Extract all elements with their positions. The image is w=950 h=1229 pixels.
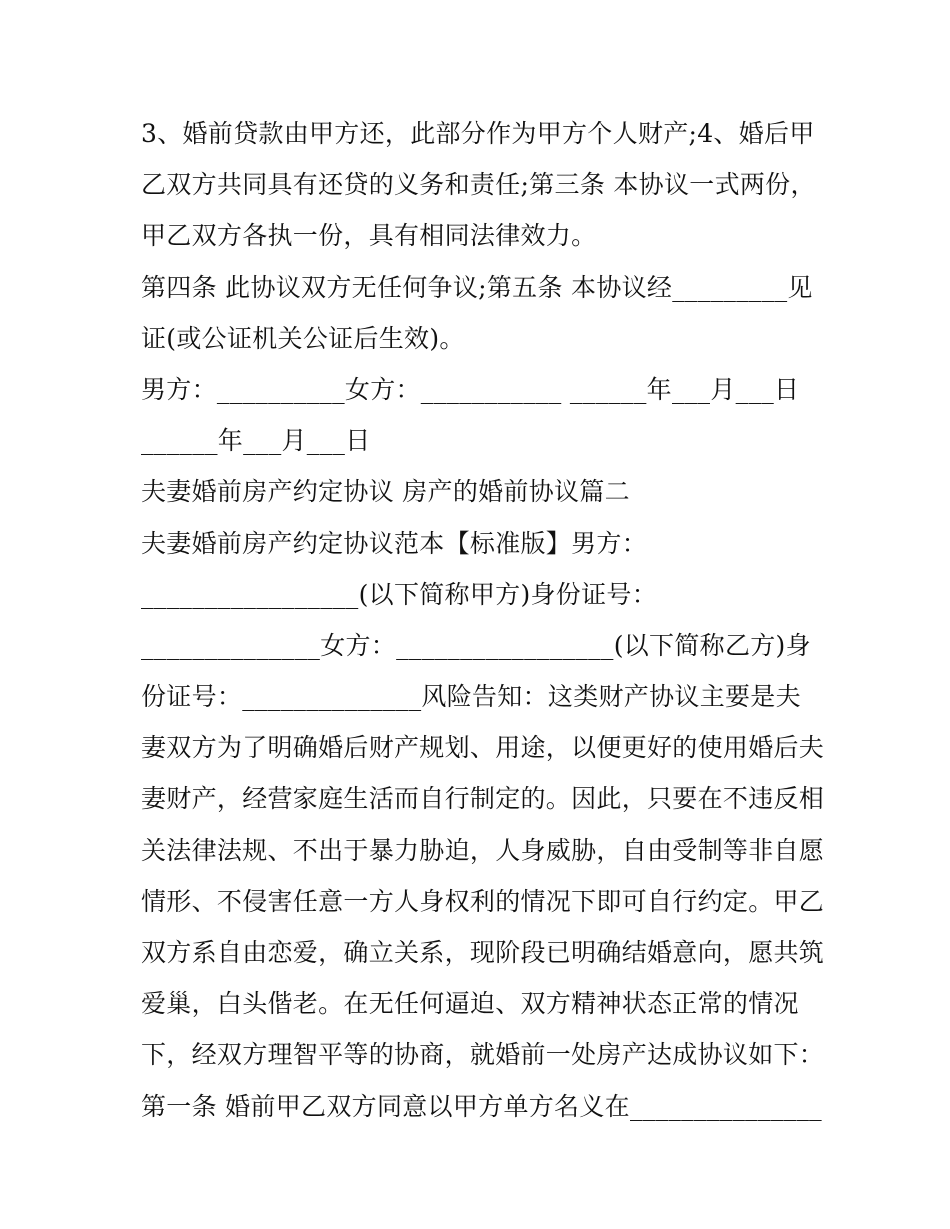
text-line: 妻双方为了明确婚后财产规划、用途，以便更好的使用婚后夫 <box>141 733 825 763</box>
text-line: 爱巢，白头偕老。在无任何逼迫、双方精神状态正常的情况 <box>141 989 799 1019</box>
signature-line: 男方：__________女方：___________ ______年___月___日 <box>141 374 800 404</box>
date-line: ______年___月___日 <box>141 426 371 456</box>
text-line: 妻财产，经营家庭生活而自行制定的。因此，只要在不违反相 <box>141 784 825 814</box>
text-line: _________________(以下简称甲方)身份证号： <box>141 579 658 609</box>
text-line: 双方系自由恋爱，确立关系，现阶段已明确结婚意向，愿共筑 <box>141 938 825 967</box>
text-line: 情形、不侵害任意一方人身权利的情况下即可自行约定。甲乙 <box>141 886 825 916</box>
text-line: 份证号：______________风险告知：这类财产协议主要是夫 <box>141 682 801 712</box>
text-line: 3、婚前贷款由甲方还，此部分作为甲方个人财产;4、婚后甲 <box>141 119 815 148</box>
text-line: 下，经双方理智平等的协商，就婚前一处房产达成协议如下： <box>141 1040 825 1070</box>
document-body <box>141 108 825 1132</box>
text-line: 乙双方共同具有还贷的义务和责任;第三条 本协议一式两份， <box>141 170 816 200</box>
text-line: 第一条 婚前甲乙双方同意以甲方单方名义在_______________ <box>141 1091 822 1121</box>
text-line: 夫妻婚前房产约定协议范本【标准版】男方： <box>141 528 648 558</box>
text-line: 证(或公证机关公证后生效)。 <box>141 323 465 353</box>
text-line: 甲乙双方各执一份，具有相同法律效力。 <box>141 221 597 251</box>
text-line: 关法律法规、不出于暴力胁迫，人身威胁，自由受制等非自愿 <box>141 835 825 865</box>
text-line: ______________女方：_________________(以下简称乙方)身 <box>141 630 811 660</box>
text-line: 第四条 此协议双方无任何争议;第五条 本协议经_________见 <box>141 272 813 302</box>
section-heading: 夫妻婚前房产约定协议 房产的婚前协议篇二 <box>141 477 630 507</box>
